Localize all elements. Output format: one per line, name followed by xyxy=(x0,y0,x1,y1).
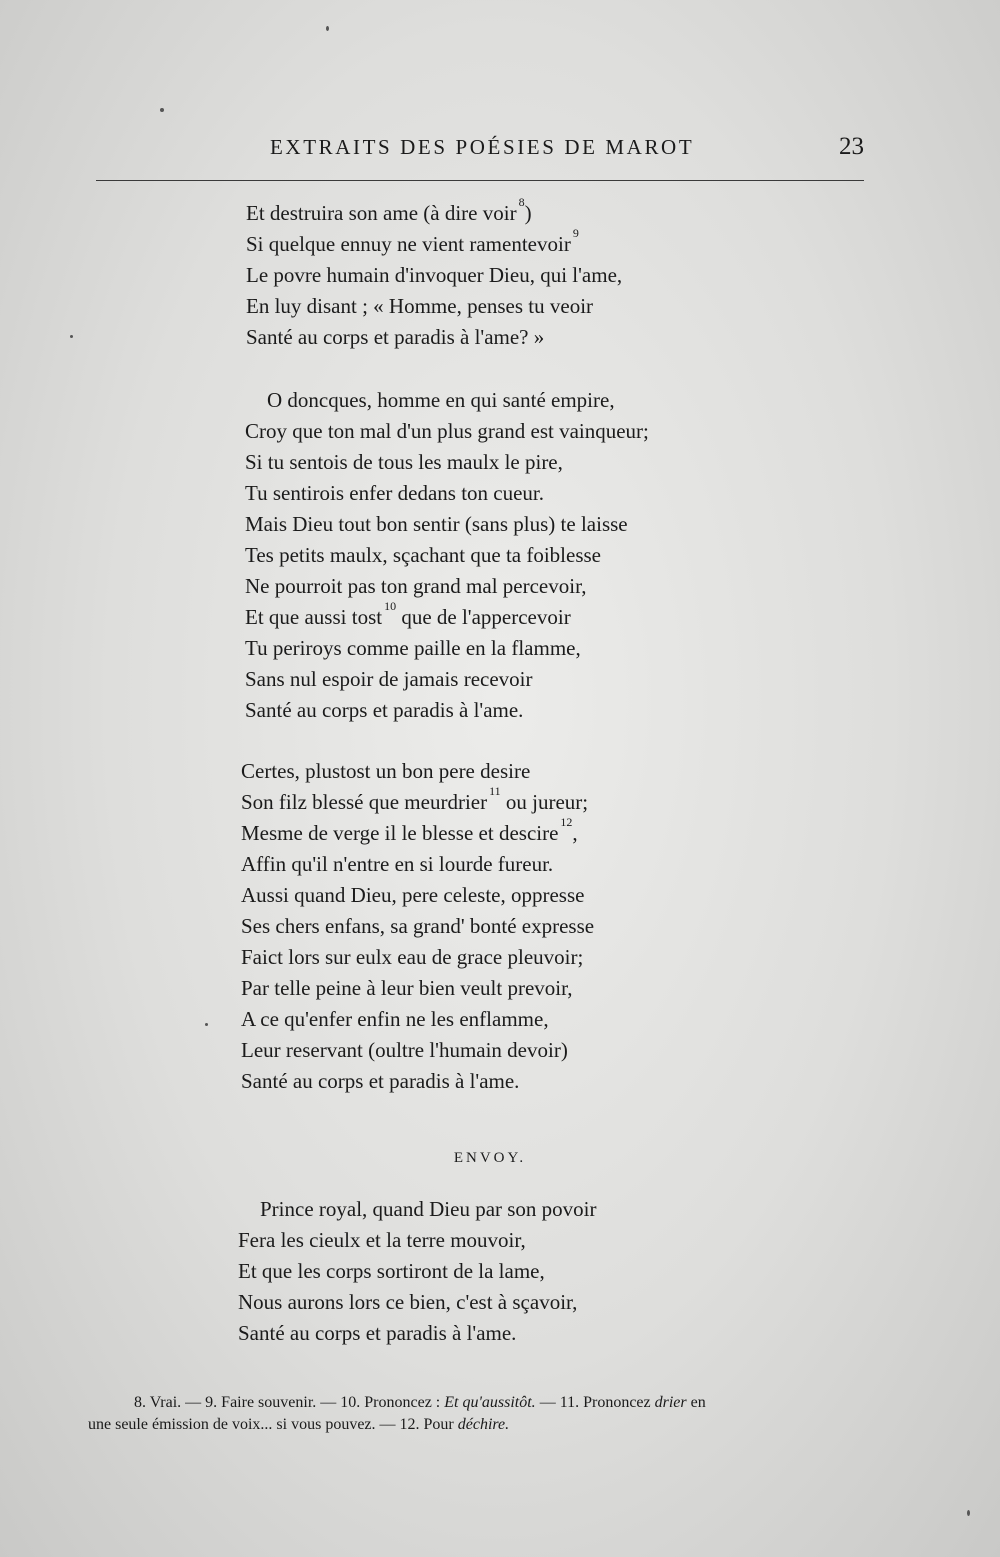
verse-line xyxy=(238,1318,597,1349)
verse-text: Si tu sentois de tous les maulx le pire, xyxy=(245,450,563,474)
verse-text: Si quelque ennuy ne vient ramentevoir xyxy=(246,232,571,256)
footnote-line xyxy=(88,1414,868,1436)
verse-line xyxy=(245,416,649,447)
verse-text: ) xyxy=(524,201,532,225)
verse-line xyxy=(245,633,649,664)
footnote-marker: 10 xyxy=(384,599,397,613)
verse-line xyxy=(241,784,594,818)
envoy-stanza xyxy=(238,1194,597,1349)
verse-line xyxy=(246,195,622,229)
header-rule xyxy=(96,180,864,181)
verse-text: Nous aurons lors ce bien, c'est à sçavoir, xyxy=(238,1290,578,1314)
verse-line xyxy=(245,695,649,726)
verse-line xyxy=(245,447,649,478)
verse-text: Ne pourroit pas ton grand mal percevoir, xyxy=(245,574,587,598)
footnote-text: en xyxy=(686,1394,706,1411)
stanza-1 xyxy=(246,195,623,353)
verse-text: Son filz blessé que meurdrier xyxy=(241,790,488,814)
verse-text: Sans nul espoir de jamais recevoir xyxy=(245,667,533,691)
footnote-marker: 9 xyxy=(572,226,579,240)
running-head xyxy=(96,135,864,165)
verse-line xyxy=(241,756,594,787)
verse-line xyxy=(238,1256,597,1287)
footnote-text: 8. Vrai. — 9. Faire souvenir. — 10. Prononcez : xyxy=(134,1394,445,1411)
envoy-heading-text: ENVOY. xyxy=(453,1150,527,1166)
ink-speck xyxy=(967,1510,970,1516)
verse-text: O doncques, homme en qui santé empire, xyxy=(267,388,615,412)
footnote-italic: Et qu'aussitôt. xyxy=(444,1394,536,1411)
verse-line xyxy=(245,478,649,509)
verse-line xyxy=(245,571,649,602)
footnote-italic: déchire. xyxy=(457,1416,510,1433)
verse-line xyxy=(241,1035,594,1066)
verse-text: Santé au corps et paradis à l'ame. xyxy=(241,1069,520,1093)
verse-text: ou jureur; xyxy=(500,790,589,814)
verse-text: Aussi quand Dieu, pere celeste, oppresse xyxy=(241,883,585,907)
verse-line xyxy=(245,599,649,633)
verse-text: Santé au corps et paradis à l'ame. xyxy=(245,698,524,722)
footnote-marker: 11 xyxy=(489,784,501,798)
footnote-text: une seule émission de voix... si vous pouvez. — 12. Pour xyxy=(88,1416,458,1433)
stanza-2 xyxy=(245,385,649,726)
verse-line xyxy=(246,226,622,260)
verse-text: Et destruira son ame (à dire voir xyxy=(246,201,517,225)
verse-line xyxy=(245,509,649,540)
verse-line xyxy=(241,942,594,973)
verse-text: que de l'appercevoir xyxy=(396,605,571,629)
verse-text: Santé au corps et paradis à l'ame. xyxy=(238,1321,517,1345)
footnote-marker: 12 xyxy=(560,815,573,829)
verse-text: Et que aussi tost xyxy=(245,605,383,629)
verse-line xyxy=(238,1225,597,1256)
verse-text: , xyxy=(572,821,578,845)
verse-line xyxy=(246,322,622,353)
verse-line xyxy=(245,385,649,416)
verse-line xyxy=(238,1287,597,1318)
verse-line xyxy=(241,1004,594,1035)
verse-line xyxy=(246,260,622,291)
verse-line xyxy=(241,849,594,880)
footnotes xyxy=(88,1392,868,1436)
verse-text: Par telle peine à leur bien veult prevoir, xyxy=(241,976,573,1000)
verse-line xyxy=(246,291,622,322)
ink-speck xyxy=(160,108,164,112)
verse-text: Santé au corps et paradis à l'ame? » xyxy=(246,325,545,349)
verse-text: Certes, plustost un bon pere desire xyxy=(241,759,531,783)
footnote-text: — 11. Prononcez xyxy=(535,1394,655,1411)
verse-text: Mesme de verge il le blesse et descire xyxy=(241,821,559,845)
ink-speck xyxy=(205,1023,208,1026)
verse-text: En luy disant ; « Homme, penses tu veoir xyxy=(246,294,594,318)
verse-text: Le povre humain d'invoquer Dieu, qui l'ame, xyxy=(246,263,623,287)
verse-line xyxy=(241,880,594,911)
verse-text: Prince royal, quand Dieu par son povoir xyxy=(260,1197,597,1221)
verse-text: A ce qu'enfer enfin ne les enflamme, xyxy=(241,1007,549,1031)
verse-text: Affin qu'il n'entre en si lourde fureur. xyxy=(241,852,554,876)
verse-text: Leur reservant (oultre l'humain devoir) xyxy=(241,1038,568,1062)
verse-text: Tes petits maulx, sçachant que ta foiblesse xyxy=(245,543,602,567)
footnote-italic: drier xyxy=(654,1394,687,1411)
verse-text: Ses chers enfans, sa grand' bonté expresse xyxy=(241,914,595,938)
page-number: 23 xyxy=(839,133,864,160)
verse-text: Tu sentirois enfer dedans ton cueur. xyxy=(245,481,545,505)
footnote-line xyxy=(88,1392,868,1414)
verse-text: Mais Dieu tout bon sentir (sans plus) te laisse xyxy=(245,512,628,536)
footnote-marker: 8 xyxy=(518,195,525,209)
verse-line xyxy=(245,664,649,695)
verse-text: Et que les corps sortiront de la lame, xyxy=(238,1259,545,1283)
verse-line xyxy=(241,973,594,1004)
ink-speck xyxy=(326,26,329,31)
verse-text: Croy que ton mal d'un plus grand est vainqueur; xyxy=(245,419,649,443)
stanza-3 xyxy=(241,756,594,1097)
verse-line xyxy=(241,911,594,942)
verse-text: Tu periroys comme paille en la flamme, xyxy=(245,636,581,660)
verse-line xyxy=(245,540,649,571)
running-title: EXTRAITS DES POÉSIES DE MAROT xyxy=(270,135,695,159)
verse-text: Fera les cieulx et la terre mouvoir, xyxy=(238,1228,526,1252)
envoy-heading xyxy=(0,1150,1000,1167)
verse-text: Faict lors sur eulx eau de grace pleuvoir; xyxy=(241,945,584,969)
verse-line xyxy=(241,815,594,849)
verse-line xyxy=(238,1194,597,1225)
verse-line xyxy=(241,1066,594,1097)
ink-speck xyxy=(70,335,73,338)
